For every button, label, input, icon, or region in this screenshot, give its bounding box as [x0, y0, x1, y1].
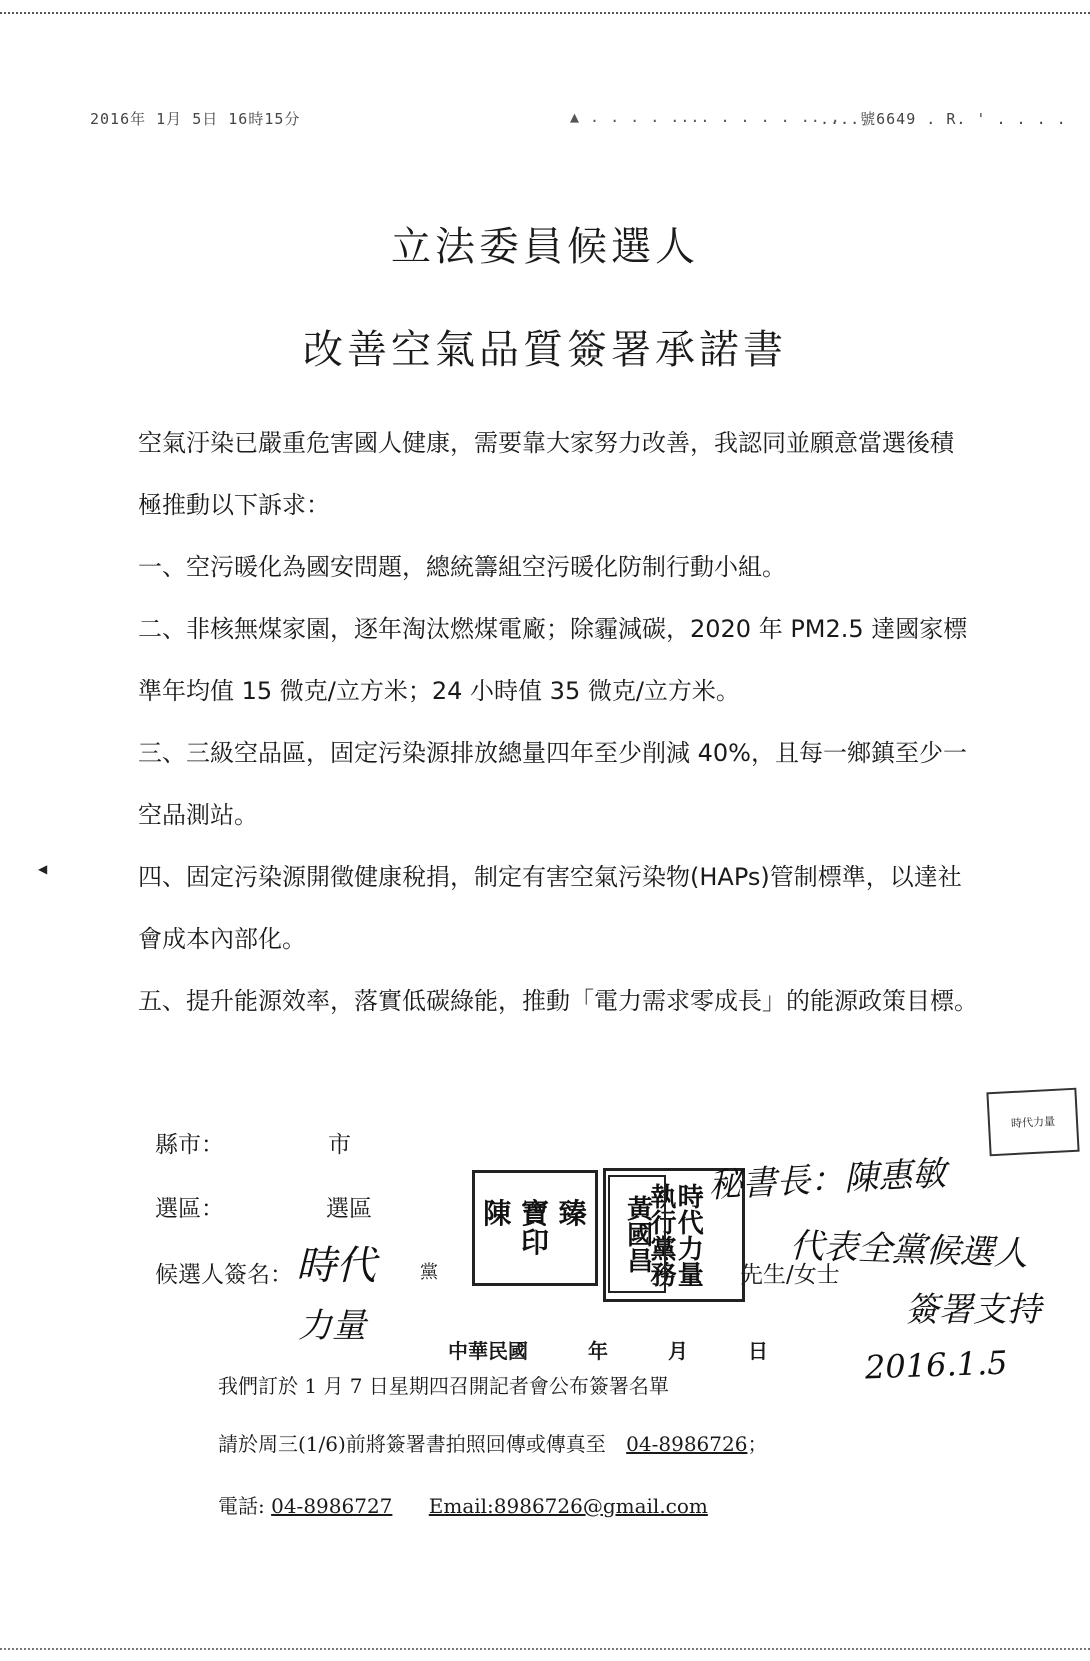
- demand-line-5: 空品測站。: [138, 801, 258, 829]
- demand-line-6: 四、固定污染源開徵健康稅捐，制定有害空氣污染物(HAPs)管制標準，以達社: [138, 863, 962, 891]
- small-stamp-text: 時代力量: [1010, 1114, 1056, 1131]
- demand-line-7: 會成本內部化。: [138, 925, 306, 953]
- district-label: 選區：: [155, 1196, 224, 1222]
- fax-timestamp: 2016年 1月 5日 16時15分: [90, 110, 301, 128]
- fax-return-notice: [218, 1428, 767, 1457]
- contact-line: [218, 1490, 708, 1519]
- county-value: 市: [328, 1132, 351, 1158]
- personal-seal-text: 陳 寶 臻 印: [483, 1196, 587, 1259]
- fax-bottom-border: [0, 1648, 1090, 1656]
- intro-line-2: 極推動以下訴求：: [138, 491, 330, 519]
- demand-line-2: 二、非核無煤家園，逐年淘汰燃煤電廠；除霾減碳，2020 年 PM2.5 達國家標: [138, 615, 968, 643]
- intro-line-1: 空氣汙染已嚴重危害國人健康，需要靠大家努力改善，我認同並願意當選後積: [138, 429, 954, 457]
- demand-line-8: 五、提升能源效率，落實低碳綠能，推動「電力需求零成長」的能源政策目標。: [138, 987, 978, 1015]
- document-subtitle: 改善空氣品質簽署承諾書: [303, 327, 787, 373]
- left-edge-mark: ◀: [38, 862, 48, 876]
- document-body: [138, 412, 1018, 1032]
- handwritten-note-line1: 秘書長：陳惠敏: [707, 1153, 948, 1207]
- party-suffix: 黨: [420, 1262, 438, 1283]
- district-value: 選區: [326, 1196, 372, 1222]
- party-seal-text: 時代力量 執行黨務: [646, 1183, 704, 1287]
- demand-line-1: 一、空污暖化為國安問題，總統籌組空污暖化防制行動小組。: [138, 553, 786, 581]
- name-seal-text: 黃國昌: [622, 1195, 653, 1273]
- phone-number: 04-8986727: [271, 1494, 393, 1518]
- demand-line-4: 三、三級空品區，固定污染源排放總量四年至少削減 40%，且每一鄉鎮至少一: [138, 739, 967, 767]
- fax-header: [90, 108, 1070, 129]
- handwritten-note-line3: 簽署支持: [905, 1290, 1041, 1330]
- small-party-stamp: [986, 1088, 1079, 1157]
- handwritten-date: 2016.1.5: [864, 1343, 1009, 1387]
- handwritten-signature-part1: 時代: [296, 1243, 376, 1289]
- fax-number: 04-8986726: [626, 1432, 748, 1456]
- fax-return-prefix: 請於周三(1/6)前將簽署書拍照回傳或傳真至: [218, 1432, 606, 1456]
- handwritten-note-line2: 代表全黨候選人: [789, 1225, 1029, 1275]
- roc-date-line: 中華民國 年 月 日: [448, 1339, 768, 1363]
- phone-label: 電話:: [218, 1494, 265, 1518]
- fax-return-suffix: ；: [747, 1432, 768, 1456]
- demand-line-3: 準年均值 15 微克/立方米；24 小時值 35 微克/立方米。: [138, 677, 740, 705]
- fax-top-border: [0, 0, 1090, 14]
- email-address: Email:8986726@gmail.com: [428, 1494, 708, 1518]
- candidate-signature-label: 候選人簽名：: [155, 1262, 293, 1288]
- name-seal-stamp: [608, 1175, 666, 1293]
- fax-noise-marks: ▲ . . . . .... . . . . .. .: [570, 108, 841, 126]
- personal-seal-stamp: [472, 1170, 598, 1286]
- gender-suffix: 先生/女士: [740, 1262, 840, 1288]
- document-title: 立法委員候選人: [391, 224, 699, 270]
- handwritten-signature-part2: 力量: [298, 1306, 366, 1346]
- press-conference-notice: 我們訂於 1 月 7 日星期四召開記者會公布簽署名單: [218, 1374, 669, 1398]
- fax-right-code: ....號6649 . R. ' . . . .: [820, 110, 1067, 128]
- county-label: 縣市：: [155, 1132, 224, 1158]
